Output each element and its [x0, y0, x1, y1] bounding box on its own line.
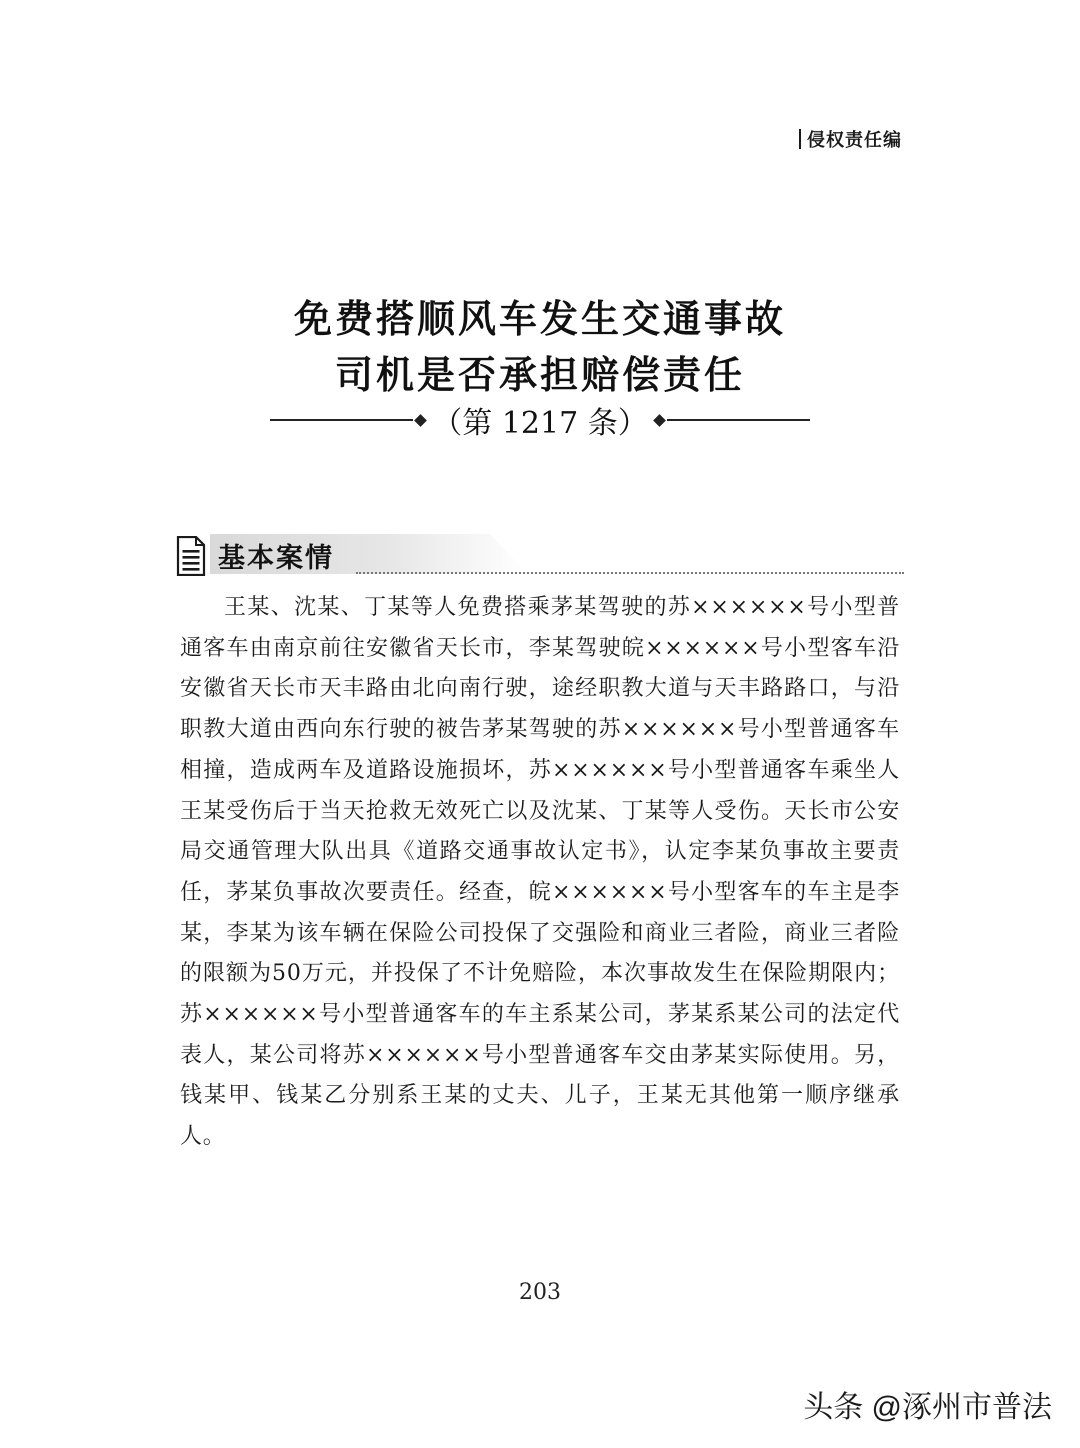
page-number: 203	[519, 1280, 561, 1305]
right-diamond-ornament	[653, 414, 666, 427]
article-number: （第 1217 条）	[432, 406, 648, 441]
running-header	[799, 126, 902, 152]
document-icon	[176, 536, 206, 576]
source-watermark: 头条 @涿州市普法	[803, 1391, 1052, 1424]
dotted-divider	[356, 572, 904, 574]
left-rule	[270, 419, 413, 421]
case-body-paragraph: 王某、沈某、丁某等人免费搭乘茅某驾驶的苏××××××号小型普通客车由南京前往安徽省天长市，李某驾驶皖××××××号小型客车沿安徽省天长市天丰路由北向南行驶，途经职教大道与天丰路路口，与沿职教大道由西向东行驶的被告茅某驾驶的苏××××××号小型普通客车相撞，造成两车及道路设施损坏，苏××××××号小型普通客车乘坐人王某受伤后于当天抢救无效死亡以及沈某、丁某等人受伤。天长市公安局交通管理大队出具《道路交通事故认定书》，认定李某负事故主要责任，茅某负事故次要责任。经查，皖××××××号小型客车的车主是李某，李某为该车辆在保险公司投保了交强险和商业三者险，商业三者险的限额为50万元，并投保了不计免赔险，本次事故发生在保险期限内；苏××××××号小型普通客车的车主系某公司，茅某系某公司的法定代表人，某公司将苏××××××号小型普通客车交由茅某实际使用。另，钱某甲、钱某乙分别系王某的丈夫、儿子，王某无其他第一顺序继承人。	[180, 595, 900, 1150]
section-heading	[176, 532, 904, 578]
header-divider	[799, 129, 801, 149]
section-title: 基本案情	[218, 543, 334, 574]
article-number-row	[270, 398, 810, 442]
left-diamond-ornament	[414, 414, 427, 427]
article-title-line-2: 司机是否承担赔偿责任	[334, 352, 745, 397]
right-rule	[667, 419, 810, 421]
header-section-label: 侵权责任编	[807, 130, 902, 151]
article-title-line-1: 免费搭顺风车发生交通事故	[293, 296, 786, 341]
